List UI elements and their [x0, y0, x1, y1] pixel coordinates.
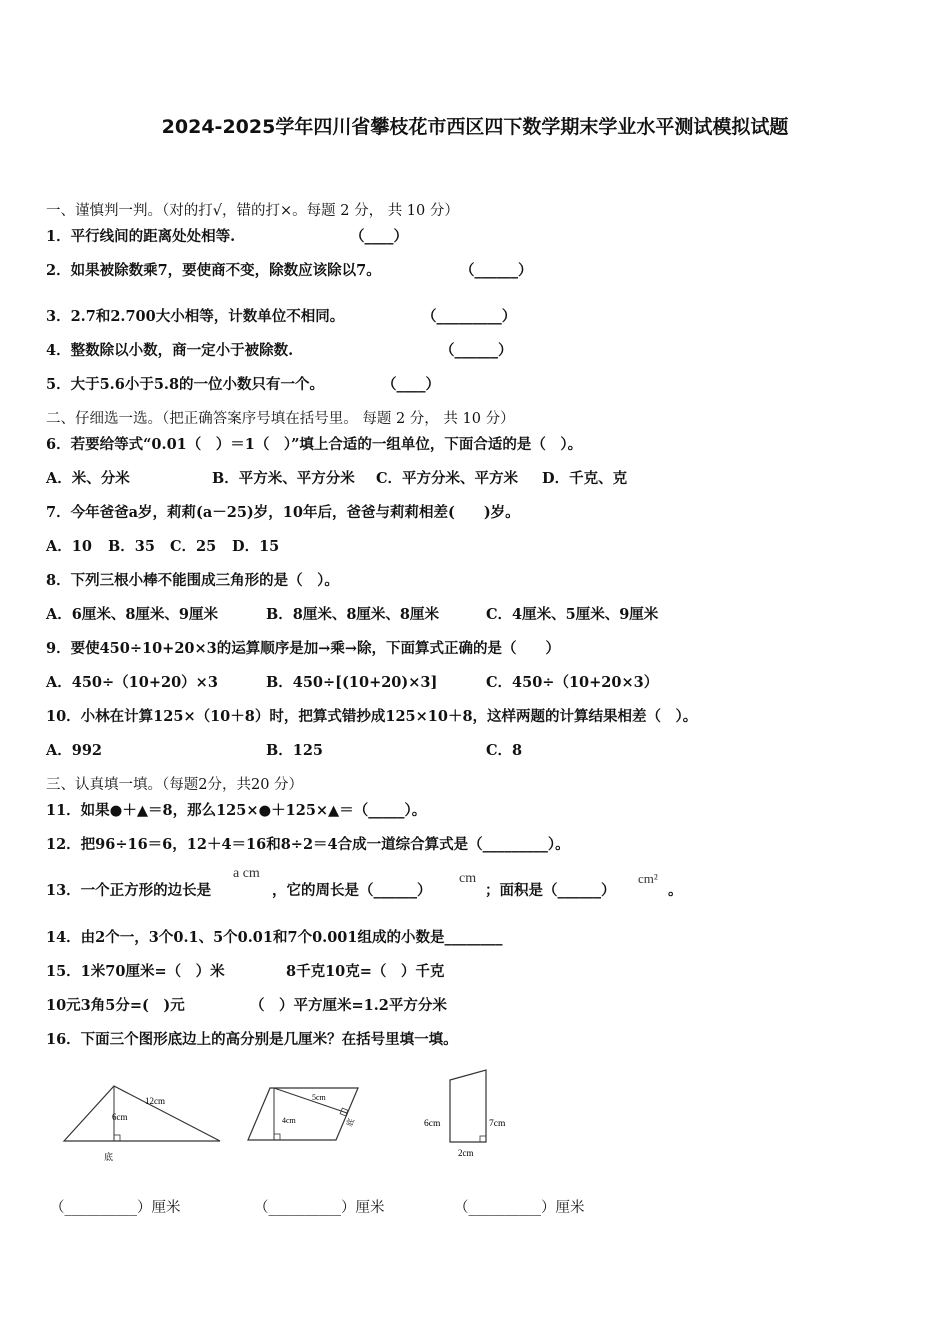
- q13-unit-perimeter: cm: [459, 871, 477, 886]
- trapezoid-right-label: 7cm: [489, 1119, 506, 1129]
- q10-option-c[interactable]: C．8: [486, 742, 523, 759]
- q1-text: 1．平行线间的距离处处相等.: [46, 228, 236, 245]
- section1-heading: 一、谨慎判一判。（对的打√，错的打×。每题 2 分， 共 10 分）: [46, 203, 459, 219]
- q16-answer-1[interactable]: （__________）厘米: [50, 1200, 181, 1216]
- section2-heading: 二、仔细选一选。（把正确答案序号填在括号里。 每题 2 分， 共 10 分）: [46, 411, 515, 427]
- q6-option-b[interactable]: B．平方米、平方分米: [212, 470, 355, 487]
- q15-part-c: 10元3角5分=( )元: [46, 997, 185, 1014]
- q3-answer-blank[interactable]: （_________）: [422, 308, 517, 325]
- q6-option-c[interactable]: C．平方分米、平方米: [376, 470, 519, 487]
- q7-option-c[interactable]: C．25: [170, 538, 217, 555]
- q12-text: 12．把96÷16＝6，12＋4＝16和8÷2＝4合成一道综合算式是（_________）。: [46, 836, 570, 853]
- q8-option-c[interactable]: C．4厘米、5厘米、9厘米: [486, 606, 659, 623]
- triangle-figure: [56, 1078, 231, 1170]
- parallelogram-side-label: 5cm: [312, 1093, 326, 1102]
- q1-answer-blank[interactable]: （____）: [350, 228, 408, 245]
- q15-part-d: （ ）平方厘米=1.2平方分米: [250, 997, 447, 1014]
- q4-text: 4．整数除以小数，商一定小于被除数.: [46, 342, 294, 359]
- q8-option-a[interactable]: A．6厘米、8厘米、9厘米: [46, 606, 219, 623]
- q10-option-a[interactable]: A．992: [46, 742, 103, 759]
- parallelogram-height-label: 4cm: [282, 1116, 296, 1125]
- q13-end: 。: [668, 882, 683, 899]
- q6-text: 6．若要给等式“0.01（ ）＝1（ ）”填上合适的一组单位，下面合适的是（ ）。: [46, 436, 583, 453]
- triangle-side-label: 12cm: [145, 1096, 165, 1106]
- q16-answer-3[interactable]: （__________）厘米: [454, 1200, 585, 1216]
- parallelogram-base-label: 底: [344, 1117, 357, 1128]
- trapezoid-left-label: 6cm: [424, 1119, 441, 1129]
- q3-text: 3．2.7和2.700大小相等，计数单位不相同。: [46, 308, 345, 325]
- q5-text: 5．大于5.6小于5.8的一位小数只有一个。: [46, 376, 325, 393]
- q7-option-a[interactable]: A．10: [46, 538, 92, 555]
- section3-heading: 三、认真填一填。（每题2分，共20 分）: [46, 777, 304, 793]
- q13-unit-side: a cm: [233, 866, 260, 881]
- q13-text-a: 13．一个正方形的边长是: [46, 882, 212, 899]
- q13-text-b: ，它的周长是（______）: [272, 882, 432, 899]
- q5-answer-blank[interactable]: （____）: [382, 376, 440, 393]
- q9-text: 9．要使450÷10+20×3的运算顺序是加→乘→除，下面算式正确的是（ ）: [46, 640, 561, 657]
- q9-option-c[interactable]: C．450÷（10+20×3）: [486, 674, 659, 691]
- q14-text: 14．由2个一，3个0.1、5个0.01和7个0.001组成的小数是________: [46, 929, 503, 946]
- q8-option-b[interactable]: B．8厘米、8厘米、8厘米: [266, 606, 440, 623]
- parallelogram-figure: [244, 1082, 364, 1148]
- q7-text: 7．今年爸爸a岁，莉莉(a－25)岁，10年后，爸爸与莉莉相差( )岁。: [46, 504, 520, 521]
- q4-answer-blank[interactable]: （______）: [440, 342, 513, 359]
- trapezoid-bottom-label: 2cm: [458, 1148, 474, 1158]
- q10-text: 10．小林在计算125×（10＋8）时，把算式错抄成125×10＋8，这样两题的计算结果相差（ ）。: [46, 708, 698, 725]
- q9-option-b[interactable]: B．450÷[(10+20)×3]: [266, 674, 438, 691]
- q16-text: 16．下面三个图形底边上的高分别是几厘米？在括号里填一填。: [46, 1031, 458, 1048]
- triangle-base-label: 底: [104, 1153, 114, 1163]
- q13-text-c: ；面积是（______）: [485, 882, 616, 899]
- q6-option-a[interactable]: A．米、分米: [46, 470, 130, 487]
- q15-part-a: 15．1米70厘米=（ ）米: [46, 963, 225, 980]
- trapezoid-figure: [420, 1066, 520, 1160]
- q10-option-b[interactable]: B．125: [266, 742, 324, 759]
- q15-part-b: 8千克10克=（ ）千克: [286, 963, 445, 980]
- q11-text: 11．如果●＋▲＝8，那么125×●＋125×▲＝（_____）。: [46, 802, 427, 819]
- q2-answer-blank[interactable]: （______）: [460, 262, 533, 279]
- q7-option-b[interactable]: B．35: [108, 538, 155, 555]
- q9-option-a[interactable]: A．450÷（10+20）×3: [46, 674, 218, 691]
- q16-answer-2[interactable]: （__________）厘米: [254, 1200, 385, 1216]
- page-title: 2024-2025学年四川省攀枝花市西区四下数学期末学业水平测试模拟试题: [161, 116, 789, 138]
- q13-unit-area: cm²: [638, 871, 658, 886]
- q8-text: 8．下列三根小棒不能围成三角形的是（ ）。: [46, 572, 339, 589]
- q6-option-d[interactable]: D．千克、克: [542, 470, 628, 487]
- q2-text: 2．如果被除数乘7，要使商不变，除数应该除以7。: [46, 262, 381, 279]
- q7-option-d[interactable]: D．15: [232, 538, 280, 555]
- triangle-height-label: 6cm: [112, 1112, 128, 1122]
